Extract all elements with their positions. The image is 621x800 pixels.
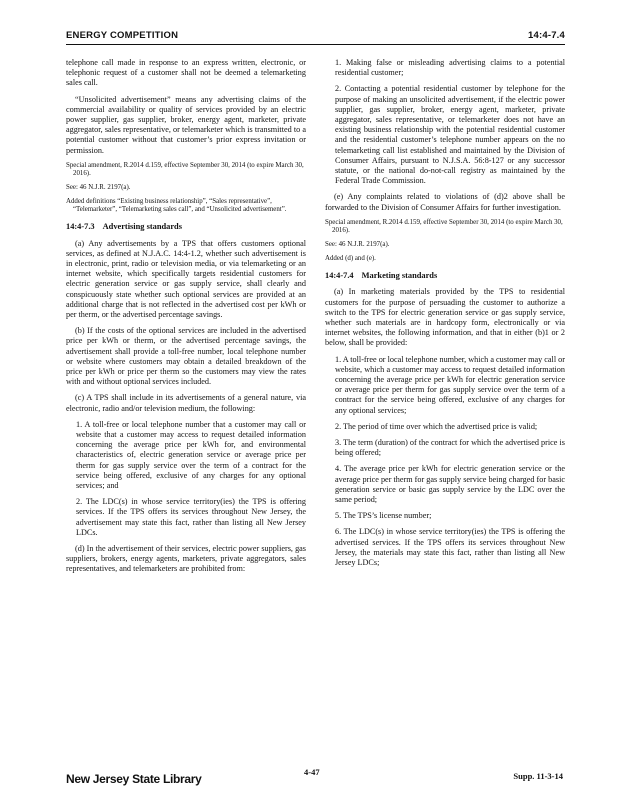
subsection-c: (c) A TPS shall include in its advertisements of a general nature, via electronic, radio and/or television medium, the following: [66, 393, 306, 413]
history-note-line: Special amendment, R.2014 d.159, effective September 30, 2014 (to expire March 30, 2016). [325, 218, 563, 234]
history-note [325, 219, 565, 263]
paragraph-c1: 1. A toll-free or local telephone number that a customer may call or website that a customer may access to request detailed information concerning the average price per kWh for, and environmental characteristics of, electric generation service or average price per therm for gas supply service over the term of a contract for the service being offered, exclusive of any charges for any optional services; and [76, 419, 306, 490]
section-heading-title: Marketing standards [361, 271, 438, 281]
history-note-line: See: 46 N.J.R. 2197(a). [66, 184, 131, 192]
paragraph-a1: 1. A toll-free or local telephone number, which a customer may call or website, which a customer may access to request detailed information concerning the average price per kWh for electric generation service or average price per therm for gas supply service over the term of a contract for the service being offered, exclusive of any charges for any optional services; [335, 354, 565, 415]
page-number: 4-47 [304, 767, 320, 777]
chapter-title: ENERGY COMPETITION [66, 30, 179, 41]
section-heading [66, 222, 306, 232]
section-heading-title: Advertising standards [102, 222, 182, 232]
history-note-line: Added definitions “Existing business relationship”, “Sales representative”, “Telemarketer”, “Telemarketing sales call”, and “Unsolicited advertisement”. [66, 198, 287, 214]
left-column [66, 58, 306, 581]
subsection-e: (e) Any complaints related to violations of (d)2 above shall be forwarded to the Division of Consumer Affairs for further investigation. [325, 192, 565, 212]
section-heading [325, 271, 565, 281]
definition-unsolicited-advertisement: “Unsolicited advertisement” means any advertising claims of the commercial availability or quality of services provided by an electric power supplier, gas supplier, broker, energy agent, marketer, private aggregator, sales representative, or telemarketer which is transmitted to a potential customer without that customer’s prior express invitation or permission. [66, 94, 306, 155]
paragraph-d2: 2. Contacting a potential residential customer by telephone for the purpose of making an unsolicited advertisement, if the electric power supplier, gas supplier, broker, energy agent, marketer, private aggregator, sales representative, or telemarketer does not have an existing business relationship with the potential residential customer and the residential customer’s telephone number appears on the no telemarketing call list established and maintained by the Division of Consumer Affairs, pursuant to N.J.S.A. 56:8-127 or any successor statute, or the national do-not-call registry as maintained by the Federal Trade Commission. [335, 84, 565, 186]
paragraph-a4: 4. The average price per kWh for electric generation service or the average price per therm for gas supply service being charged for basic generation service or basic gas supply service by the LDC over the same period; [335, 464, 565, 505]
subsection-a: (a) In marketing materials provided by the TPS to residential customers for the purpose of persuading the customer to authorize a switch to the TPS for electric generation service or gas supply service, whether such materials are in hardcopy form, electronically or via internet websites, the following information, and that in either (b)1 or 2 below, shall be provided: [325, 287, 565, 348]
history-note [66, 162, 306, 214]
section-heading-number: 14:4-7.3 [66, 222, 95, 232]
section-number: 14:4-7.4 [528, 30, 565, 41]
paragraph-a2: 2. The period of time over which the advertised price is valid; [335, 421, 538, 431]
paragraph: telephone call made in response to an express written, electronic, or telephonic request of a customer shall not be deemed a telemarketing sales call. [66, 58, 306, 88]
history-note-line: Special amendment, R.2014 d.159, effective September 30, 2014 (to expire March 30, 2016). [66, 161, 304, 177]
right-column [325, 58, 565, 574]
paragraph-a3: 3. The term (duration) of the contract for which the advertised price is being offered; [335, 438, 565, 458]
subsection-b: (b) If the costs of the optional services are included in the advertised price per kWh or therm, or the advertised percentage savings, the advertisement shall provide a toll-free number, local telephone number or website where customers may obtain a detailed breakdown of the price per kWh or price per therm so the customers may view the rates with and without optional services included. [66, 326, 306, 387]
section-heading-number: 14:4-7.4 [325, 271, 354, 281]
subsection-d: (d) In the advertisement of their services, electric power suppliers, gas suppliers, brokers, energy agents, marketers, private aggregators, sales representatives, and telemarketers are prohibited from: [66, 543, 306, 574]
paragraph-a5: 5. The TPS’s license number; [335, 511, 432, 521]
paragraph-c2: 2. The LDC(s) in whose service territory(ies) the TPS is offering services. If the TPS offers its services throughout New Jersey, the advertisement may state this fact, rather than listing all New Jersey LDCs. [76, 497, 306, 537]
running-header [66, 30, 565, 45]
paragraph-d1: 1. Making false or misleading advertising claims to a potential residential customer; [335, 58, 565, 78]
paragraph-a6: 6. The LDC(s) in whose service territory(ies) the TPS is offering the advertised services. If the TPS offers its services throughout New Jersey, the materials may state this fact, rather than listing all New Jersey LDCs; [335, 527, 565, 568]
history-note-line: See: 46 N.J.R. 2197(a). [325, 241, 390, 249]
subsection-a: (a) Any advertisements by a TPS that offers customers optional services, as defined at N.J.A.C. 14:4-1.2, whether such advertisement is in electronic, print, radio or television media, or via telemarketing or an internet website, which specifically targets residential customers for electric generation service or gas supply service, shall clearly and conspicuously state whether such optional services are provided at an additional charge that is not reflected in the advertised cost per kWh or per therm, or the advertised percentage savings. [66, 238, 306, 319]
library-watermark: New Jersey State Library [66, 772, 202, 786]
supplement-date: Supp. 11-3-14 [513, 771, 563, 781]
history-note-line: Added (d) and (e). [325, 255, 376, 263]
